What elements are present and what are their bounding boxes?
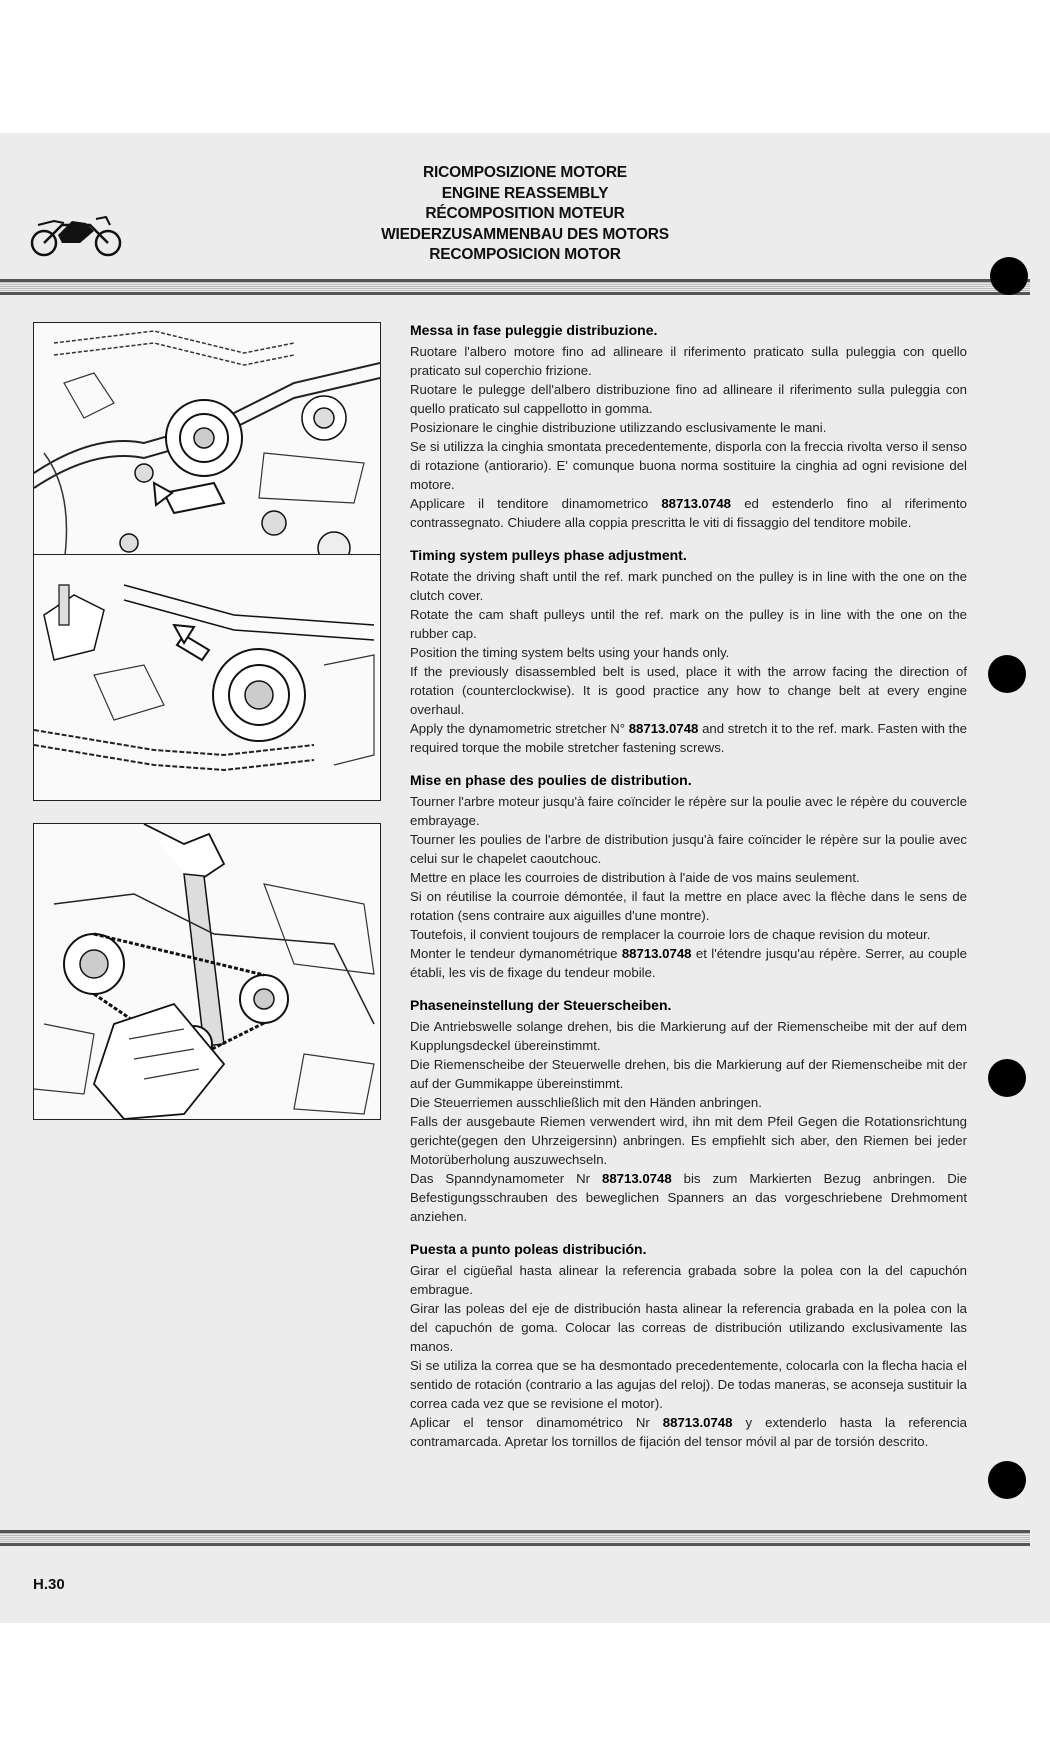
text-fragment: Aplicar el tensor dinamométrico Nr xyxy=(410,1415,663,1430)
text-fragment: Apply the dynamometric stretcher N° xyxy=(410,721,629,736)
text-fragment: et l'étendre jusqu'au répère. Serrer, au couple établi, les vis de fixage du tendeur mobile. xyxy=(410,946,967,980)
paragraph: Si on réutilise la courroie démontée, il faut la mettre en place avec la flèche dans le sens de rotation (sens contraire aux aiguilles d'une montre). xyxy=(410,889,967,923)
binder-hole xyxy=(988,1461,1026,1499)
paragraph: Girar las poleas del eje de distribución hasta alinear la referencia grabada en la polea con la del capuchón de goma. Colocar las correas de distribución utilizando exclusivamente las manos. xyxy=(410,1301,967,1354)
text-fragment: y extenderlo hasta la referencia contramarcada. Apretar los tornillos de fijación del tensor móvil al par de torsión descrito. xyxy=(410,1415,967,1449)
header-divider xyxy=(0,279,1030,295)
paragraph: Die Antriebswelle solange drehen, bis die Markierung auf der Riemenscheibe mit der auf dem Kupplungsdeckel übereinstimmt. xyxy=(410,1019,967,1053)
instructions-column xyxy=(410,321,967,1465)
paragraph: Tourner les poulies de l'arbre de distribution jusqu'à faire coïncider le répère sur la poulie avec celui sur le chapelet caoutchouc. xyxy=(410,832,967,866)
paragraph: Rotate the cam shaft pulleys until the ref. mark on the pulley is in line with the one on the rubber cap. xyxy=(410,607,967,641)
section-spanish xyxy=(410,1240,967,1451)
tool-code: 88713.0748 xyxy=(662,1415,733,1430)
text-fragment: bis zum Markierten Bezug anbringen. Die Befestigungsschrauben des beweglichen Spanners an das vorgeschriebene Drehmoment anziehen. xyxy=(410,1171,967,1224)
page-header xyxy=(0,163,1050,266)
section-french xyxy=(410,771,967,982)
header-title-en: ENGINE REASSEMBLY xyxy=(441,184,609,202)
paragraph xyxy=(410,944,967,982)
section-title: Mise en phase des poulies de distribution. xyxy=(410,772,692,788)
engine-illustration xyxy=(34,824,380,1119)
binder-hole xyxy=(988,655,1026,693)
paragraph: Girar el cigüeñal hasta alinear la referencia grabada sobre la polea con la del capuchón embrague. xyxy=(410,1263,967,1297)
paragraph xyxy=(410,1169,967,1226)
paragraph: Die Riemenscheibe der Steuerwelle drehen, bis die Markierung auf der Riemenscheibe mit der auf der Gummikappe übereinstimmt. xyxy=(410,1057,967,1091)
binder-hole xyxy=(988,1059,1026,1097)
binder-hole xyxy=(990,257,1028,295)
figure-cam-pulley xyxy=(33,554,381,801)
paragraph: Rotate the driving shaft until the ref. mark punched on the pulley is in line with the one on the clutch cover. xyxy=(410,569,967,603)
section-italian xyxy=(410,321,967,532)
text-fragment: and stretch it to the ref. mark. Fasten with the required torque the mobile stretcher fastening screws. xyxy=(410,721,967,755)
tool-code: 88713.0748 xyxy=(628,721,699,736)
section-title: Timing system pulleys phase adjustment. xyxy=(410,547,687,563)
header-title-de: WIEDERZUSAMMENBAU DES MOTORS xyxy=(381,225,669,243)
header-title-fr: RÉCOMPOSITION MOTEUR xyxy=(425,205,625,222)
paragraph xyxy=(410,1413,967,1451)
text-fragment: ed estenderlo fino al riferimento contrassegnato. Chiudere alla coppia prescritta le viti di fissaggio del tenditore mobile. xyxy=(410,496,967,530)
header-title-it: RICOMPOSIZIONE MOTORE xyxy=(423,164,627,181)
text-fragment: Monter le tendeur dymanométrique xyxy=(410,946,622,961)
paragraph: Si se utiliza la correa que se ha desmontado precedentemente, colocarla con la flecha hacia el sentido de rotación (contrario a las agujas del reloj). De todas maneras, se aconseja sustituir la correa cada vez que se revisione el motor). xyxy=(410,1358,967,1411)
paragraph: Position the timing system belts using your hands only. xyxy=(410,645,730,660)
paragraph: Toutefois, il convient toujours de remplacer la courroie lors de chaque revision du moteur. xyxy=(410,927,931,942)
section-english xyxy=(410,546,967,757)
page-number: H.30 xyxy=(33,1576,65,1593)
engine-illustration xyxy=(34,555,380,800)
tool-code: 88713.0748 xyxy=(621,946,692,961)
paragraph: Posizionare le cinghie distribuzione utilizzando esclusivamente le mani. xyxy=(410,420,827,435)
section-title: Messa in fase puleggie distribuzione. xyxy=(410,322,658,338)
paragraph: Die Steuerriemen ausschließlich mit den Händen anbringen. xyxy=(410,1095,762,1110)
section-title: Phaseneinstellung der Steuerscheiben. xyxy=(410,997,672,1013)
paragraph xyxy=(410,719,967,757)
text-fragment: Applicare il tenditore dinamometrico xyxy=(410,496,662,511)
paragraph: Falls der ausgebaute Riemen verwendert wird, ihn mit dem Pfeil Gegen die Rotationsrichtung gerichte(gegen den Uhrzeigersinn) anbringen. Es empfiehlt sich aber, den Riemen bei jeder Motorüberholung auszuwechseln. xyxy=(410,1114,967,1167)
paragraph: Ruotare l'albero motore fino ad allineare il riferimento praticato sulla puleggia con quello praticato sul coperchio frizione. xyxy=(410,344,967,378)
paragraph: Se si utilizza la cinghia smontata precedentemente, disporla con la freccia rivolta verso il senso di rotazione (antiorario). E' comunque buona norma sostituire la cinghia ad ogni revisione del motore. xyxy=(410,439,967,492)
paragraph: Mettre en place les courroies de distribution à l'aide de vos mains seulement. xyxy=(410,870,860,885)
paragraph xyxy=(410,494,967,532)
tool-code: 88713.0748 xyxy=(661,496,732,511)
tool-code: 88713.0748 xyxy=(602,1171,672,1186)
text-fragment: Das Spanndynamometer Nr xyxy=(410,1171,602,1186)
paragraph: Ruotare le pulegge dell'albero distribuzione fino ad allineare il riferimento sulla puleggia con quello praticato sul cappellotto in gomma. xyxy=(410,382,967,416)
paragraph: Tourner l'arbre moteur jusqu'à faire coïncider le répère sur la poulie avec le répère du couvercle embrayage. xyxy=(410,794,968,828)
manual-page xyxy=(0,133,1050,1623)
section-german xyxy=(410,996,967,1226)
section-title: Puesta a punto poleas distribución. xyxy=(410,1241,647,1257)
header-title-es: RECOMPOSICION MOTOR xyxy=(429,246,621,263)
paragraph: If the previously disassembled belt is used, place it with the arrow facing the direction of rotation (counterclockwise). It is good practice any how to change belt at every engine overhaul. xyxy=(410,664,967,717)
footer-divider xyxy=(0,1530,1030,1546)
figure-belt-installation xyxy=(33,823,381,1120)
